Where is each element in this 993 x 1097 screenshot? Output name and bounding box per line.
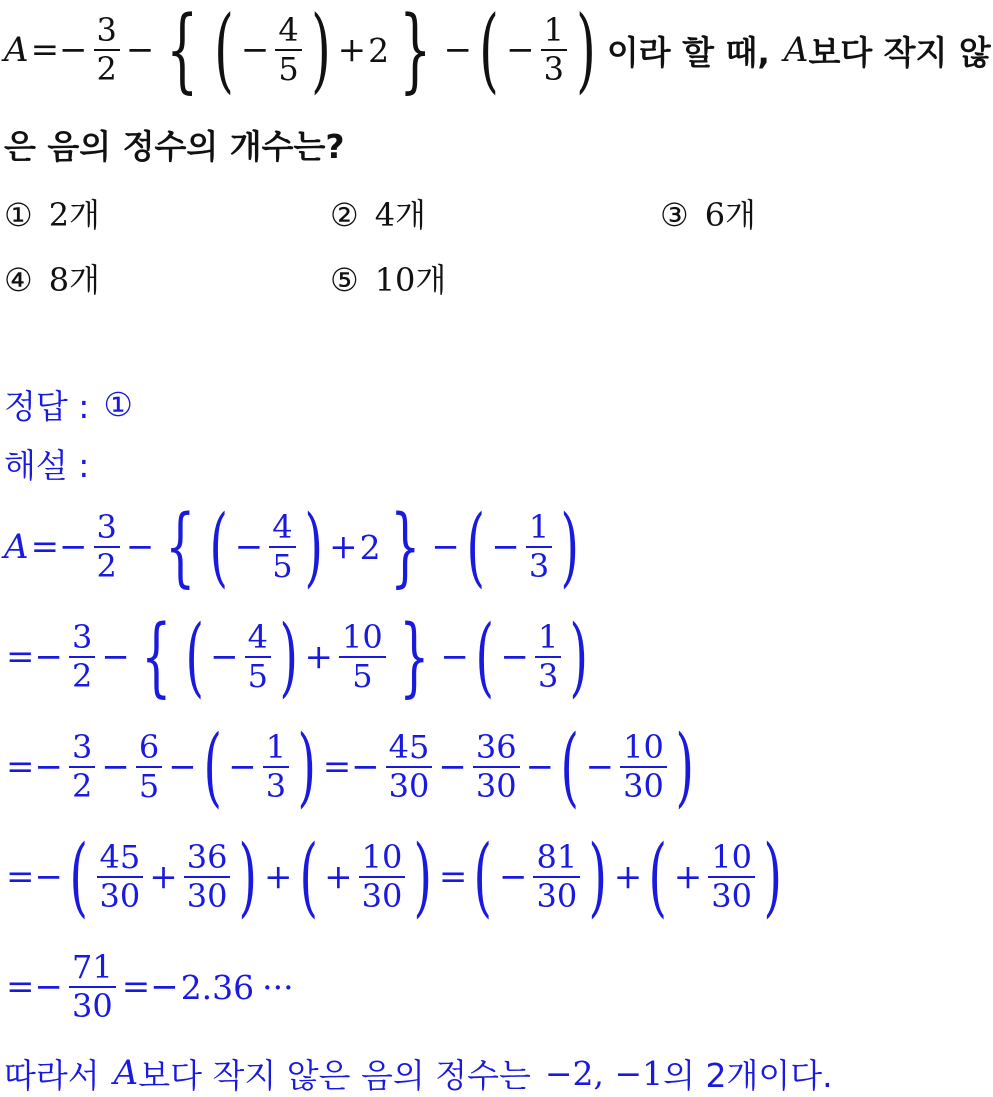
solution-step-4: =− ( $\frac{45}{30}$ + $\frac{36}{30}$ ) + ( + $\frac{10}{30}$ ) = ( − $\frac{81}{30}$ ) + ( + $\frac{10}{30}$ ): [6, 827, 783, 927]
right-paren: ): [310, 0, 331, 103]
answer-line: [4, 384, 133, 424]
explanation-label: 해설 :: [4, 445, 90, 485]
choice-4[interactable]: ④ 8개: [4, 261, 100, 299]
solution-step-2: =− $\frac{3}{2}$ − { ( − $\frac{4}{5}$ ) + $\frac{10}{5}$ } − ( − $\frac{1}{3}$ ): [6, 607, 589, 707]
fraction: $\frac{3}{2}$: [94, 12, 120, 88]
choice-3[interactable]: ③ 6개: [660, 196, 756, 234]
question-line-1: A =− $\frac{3}{2}$ − { ( − $\frac{4}{5}$ ) + 2 } − ( − $\frac{1}{3}$ ) 이라 할 때, A 보다 작지 않: [4, 0, 991, 103]
equals-sign: =−: [30, 30, 88, 70]
conclusion-line: 따라서 A 보다 작지 않은 음의 정수는 −2, −1 의 2개이다.: [4, 1053, 833, 1095]
solution-step-5: =− $\frac{71}{30}$ =− 2.36 ···: [6, 948, 294, 1025]
fraction: $\frac{1}{3}$: [541, 12, 567, 88]
variable-a: A: [4, 30, 29, 70]
choice-5[interactable]: ⑤ 10개: [330, 261, 447, 299]
choice-2[interactable]: ② 4개: [330, 196, 426, 234]
left-brace: {: [166, 0, 199, 103]
solution-step-1: A =− $\frac{3}{2}$ − { ( − $\frac{4}{5}$ ) + 2 } − ( − $\frac{1}{3}$ ): [4, 497, 580, 597]
answer-label: 정답 :: [4, 386, 90, 426]
fraction: $\frac{4}{5}$: [275, 12, 301, 88]
question-line-2: 은 음의 정수의 개수는?: [4, 126, 345, 166]
explanation-label-line: [4, 443, 89, 483]
question-suffix: 이라 할 때,: [606, 32, 770, 72]
choice-1[interactable]: ① 2개: [4, 196, 100, 234]
left-paren: (: [214, 0, 234, 103]
solution-step-3: =− $\frac{3}{2}$ − $\frac{6}{5}$ − ( − $\frac{1}{3}$ ) =− $\frac{45}{30}$ − $\frac{36}{30}$ − ( − $\frac{10}{30}$ ): [6, 717, 694, 817]
answer-value: ①: [103, 384, 133, 424]
right-brace: }: [399, 0, 432, 103]
